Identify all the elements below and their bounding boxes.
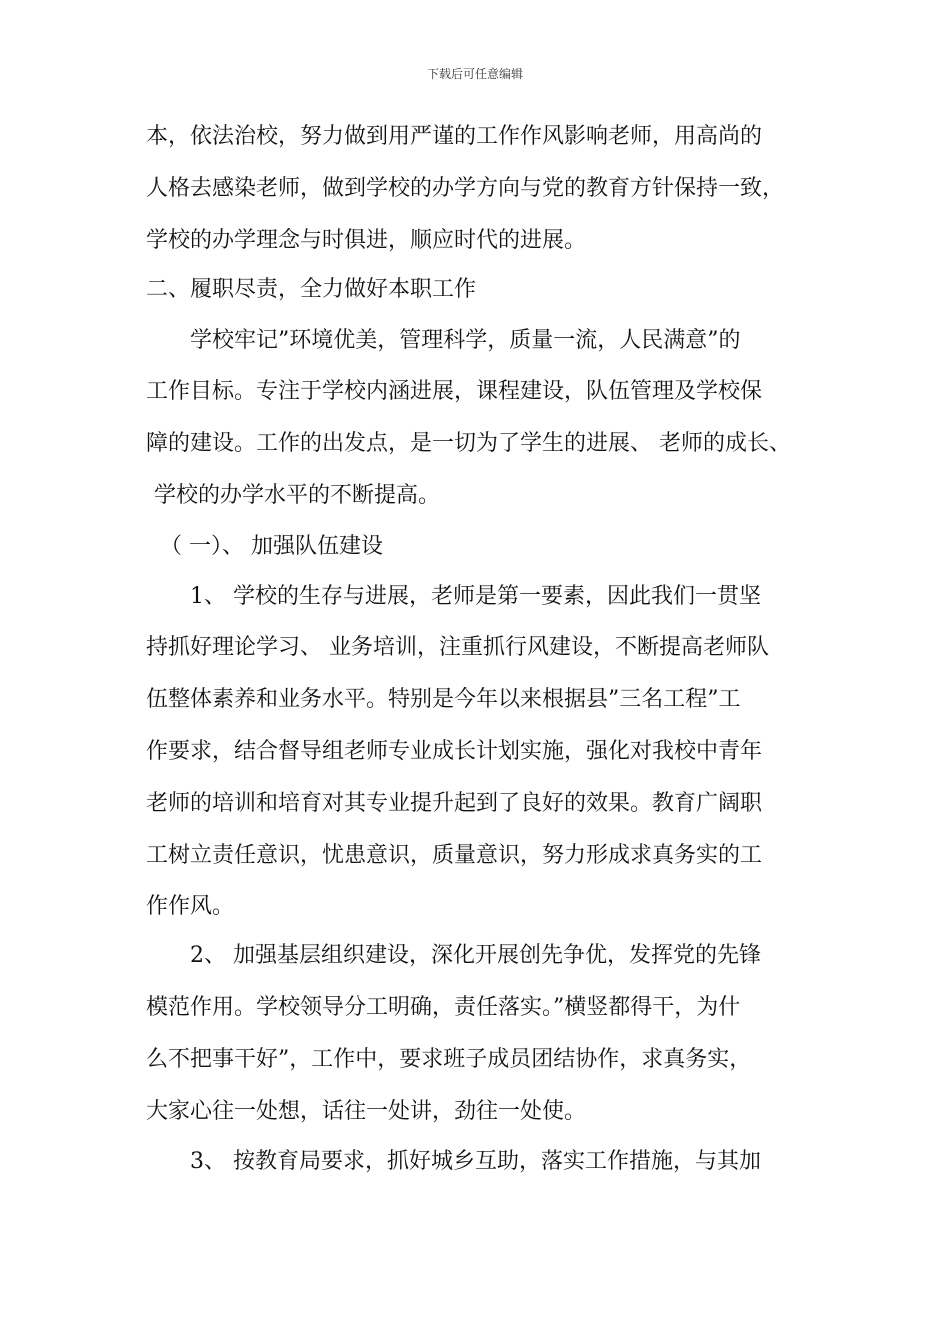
- text-line: 障的建设。工作的出发点，是一切为了学生的进展、 老师的成长、: [146, 431, 791, 456]
- text-line: 本，依法治校，努力做到用严谨的工作作风影响老师，用高尚的: [146, 124, 763, 149]
- page-header: 下载后可任意编辑: [426, 67, 523, 81]
- text-line: 学校的办学理念与时俱进，顺应时代的进展。: [146, 228, 587, 253]
- text-line: 人格去感染老师，做到学校的办学方向与党的教育方针保持一致，: [146, 176, 785, 201]
- text-line: 学校牢记”环境优美，管理科学，质量一流，人民满意”的: [190, 328, 741, 353]
- section-heading: 二、履职尽责，全力做好本职工作: [146, 277, 477, 302]
- text-line: 么不把事干好”，工作中，要求班子成员团结协作，求真务实，: [146, 1047, 752, 1072]
- text-line: 作作风。: [146, 894, 235, 919]
- text-line: 工树立责任意识，忧患意识，质量意识，努力形成求真务实的工: [146, 843, 763, 868]
- text-line: 作要求，结合督导组老师专业成长计划实施，强化对我校中青年: [146, 739, 763, 764]
- text-line: 1、 学校的生存与进展，老师是第一要素，因此我们一贯坚: [190, 584, 761, 609]
- text-line: 模范作用。学校领导分工明确，责任落实。”横竖都得干，为什: [146, 995, 741, 1020]
- subsection-heading: （ 一）、 加强队伍建设: [160, 534, 383, 559]
- text-line: 工作目标。专注于学校内涵进展，课程建设，队伍管理及学校保: [146, 379, 763, 404]
- text-line: 3、 按教育局要求，抓好城乡互助，落实工作措施，与其加: [190, 1149, 761, 1174]
- text-line: 大家心往一处想，话往一处讲，劲往一处使。: [146, 1099, 587, 1124]
- text-line: 学校的办学水平的不断提高。: [154, 483, 441, 508]
- text-line: 伍整体素养和业务水平。特别是今年以来根据县”三名工程”工: [146, 687, 741, 712]
- text-line: 老师的培训和培育对其专业提升起到了良好的效果。教育广阔职: [146, 791, 763, 816]
- text-line: 2、 加强基层组织建设，深化开展创先争优，发挥党的先锋: [190, 943, 761, 968]
- text-line: 持抓好理论学习、 业务培训，注重抓行风建设，不断提高老师队: [146, 635, 769, 660]
